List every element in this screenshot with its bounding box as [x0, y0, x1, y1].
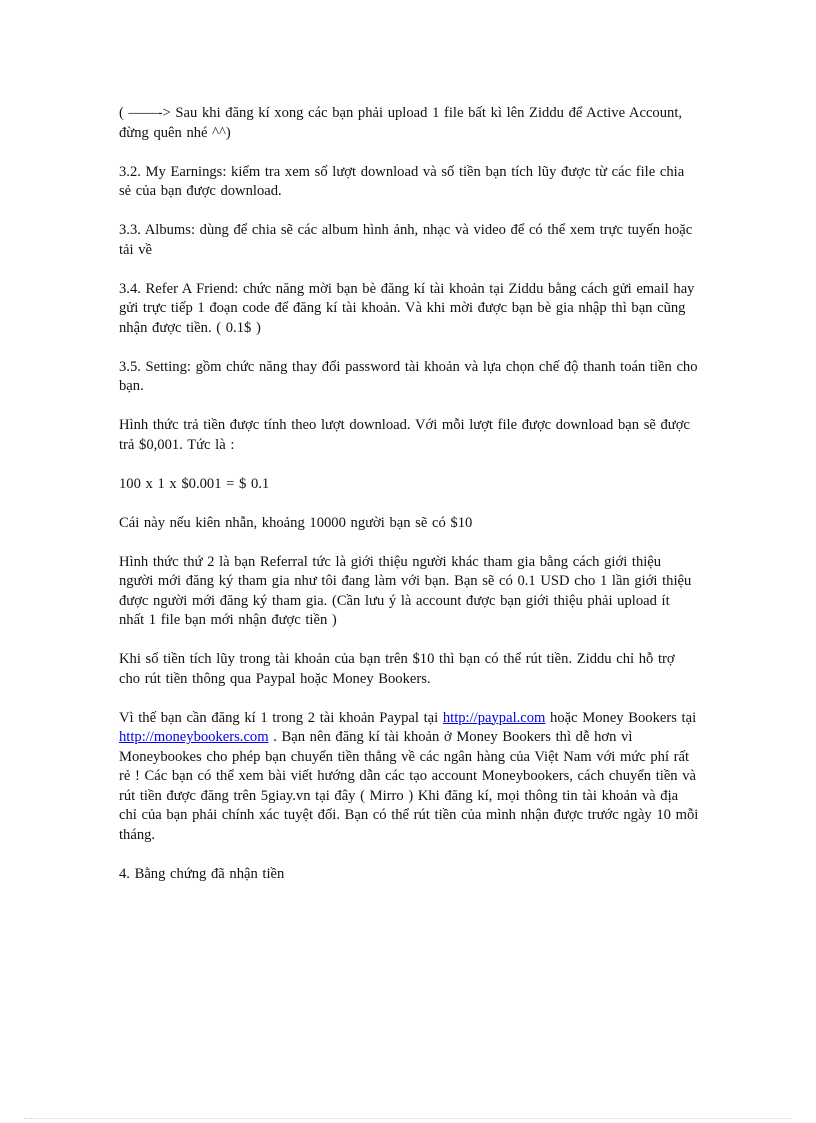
payment-text-3: . Bạn nên đăng kí tài khoản ở Money Bookers thì dễ hơn vì Moneybookes cho phép bạn chuyển tiền thẳng về các ngân hàng của Việt Nam với mức phí rất rẻ ! Các bạn có thể xem bài viết hướng dẫn các tạo account Moneybookers, cách chuyển tiền và rút tiền được đăng trên 5giay.vn tại đây ( Mirro ) Khi đăng kí, mọi thông tin tài khoản và địa chỉ của bạn phải chính xác tuyệt đối. Bạn có thể rút tiền của mình nhận được trước ngày 10 mỗi tháng. [119, 729, 699, 843]
paragraph-active-account: ( ——-> Sau khi đăng kí xong các bạn phải upload 1 file bất kì lên Ziddu để Active Account, đừng quên nhé ^^) [119, 105, 683, 141]
page-bottom-border [24, 1118, 792, 1119]
paypal-link[interactable]: http://paypal.com [442, 709, 546, 726]
paragraph-patience: Cái này nếu kiên nhẫn, khoảng 10000 người bạn sẽ có $10 [119, 514, 473, 531]
paragraph-referral: Hình thức thứ 2 là bạn Referral tức là giới thiệu người khác tham gia bằng cách giới thiệu người mới đăng ký tham gia như tôi đang làm với bạn. Bạn sẽ có 0.1 USD cho 1 lần giới thiệu được người mới đăng ký tham gia. (Cần lưu ý là account được bạn giới thiệu phải upload ít nhất 1 file bạn mới nhận được tiền ) [119, 553, 692, 628]
paragraph-account-registration [119, 709, 699, 846]
section-heading-proof: 4. Bằng chứng đã nhận tiền [119, 865, 285, 882]
paragraph-payment-method: Hình thức trả tiền được tính theo lượt download. Với mỗi lượt file được download bạn sẽ được trả $0,001. Tức là : [119, 417, 690, 453]
document-body [119, 104, 699, 904]
paragraph-refer-a-friend: 3.4. Refer A Friend: chức năng mời bạn bè đăng kí tài khoản tại Ziddu bằng cách gửi email hay gửi trực tiếp 1 đoạn code để đăng kí tài khoản. Và khi mời được bạn bè gia nhập thì bạn cũng nhận được tiền. ( 0.1$ ) [119, 280, 695, 336]
payment-text-1: Vì thế bạn cần đăng kí 1 trong 2 tài khoản Paypal tại [119, 709, 443, 726]
paragraph-setting: 3.5. Setting: gồm chức năng thay đổi password tài khoản và lựa chọn chế độ thanh toán tiền cho bạn. [119, 358, 698, 394]
payment-text-2: hoặc Money Bookers tại [545, 709, 697, 726]
paragraph-withdraw: Khi số tiền tích lũy trong tài khoản của bạn trên $10 thì bạn có thể rút tiền. Ziddu chỉ hỗ trợ cho rút tiền thông qua Paypal hoặc Money Bookers. [119, 651, 675, 687]
paragraph-albums: 3.3. Albums: dùng để chia sẽ các album hình ảnh, nhạc và video để có thể xem trực tuyến hoặc tải về [119, 222, 693, 258]
paragraph-calculation: 100 x 1 x $0.001 = $ 0.1 [119, 475, 270, 492]
paragraph-my-earnings: 3.2. My Earnings: kiểm tra xem số lượt download và số tiền bạn tích lũy được từ các file chia sẻ của bạn được download. [119, 163, 685, 199]
moneybookers-link[interactable]: http://moneybookers.com [119, 729, 269, 745]
